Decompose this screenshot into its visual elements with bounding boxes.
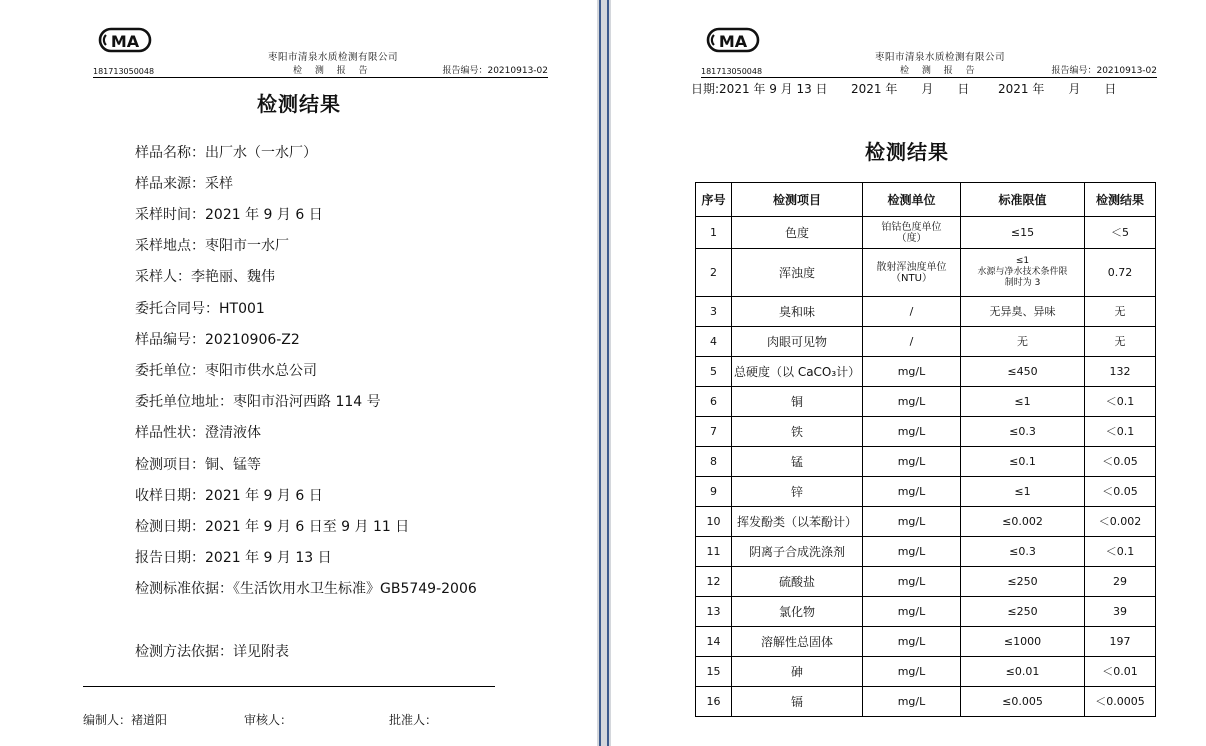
cell-unit: mg/L	[863, 567, 961, 597]
cell-limit: ≤0.1	[961, 447, 1085, 477]
signature-divider	[83, 686, 495, 687]
cma-logo-text: MA	[718, 32, 748, 51]
page-title: 检测结果	[865, 140, 949, 164]
cell-item: 肉眼可见物	[732, 327, 863, 357]
table-row	[696, 657, 1156, 687]
col-header-result: 检测结果	[1085, 183, 1156, 217]
field-receive-date: 收样日期：2021 年 9 月 6 日	[135, 488, 323, 504]
col-header-item: 检测项目	[732, 183, 863, 217]
field-client: 委托单位：枣阳市供水总公司	[135, 363, 317, 379]
page-divider	[597, 0, 611, 746]
cell-unit: mg/L	[863, 627, 961, 657]
cell-unit: mg/L	[863, 657, 961, 687]
cell-item: 臭和味	[732, 297, 863, 327]
table-row	[696, 249, 1156, 297]
table-row	[696, 297, 1156, 327]
report-page-left	[0, 0, 597, 746]
cell-item: 铜	[732, 387, 863, 417]
cell-limit: ≤15	[961, 217, 1085, 249]
cma-logo	[98, 26, 152, 54]
cell-item: 锌	[732, 477, 863, 507]
report-title: 检 测 报 告	[900, 66, 980, 76]
field-report-date: 报告日期：2021 年 9 月 13 日	[135, 550, 332, 566]
cell-result: 132	[1085, 357, 1156, 387]
table-row	[696, 417, 1156, 447]
cell-item: 色度	[732, 217, 863, 249]
signature-approver: 批准人：	[389, 713, 438, 727]
cell-no: 13	[696, 597, 732, 627]
table-row	[696, 447, 1156, 477]
table-row	[696, 327, 1156, 357]
table-row	[696, 507, 1156, 537]
cell-result: ＜0.1	[1085, 537, 1156, 567]
cell-no: 2	[696, 249, 732, 297]
cell-limit: ≤1000	[961, 627, 1085, 657]
cell-limit: 无异臭、异味	[961, 297, 1085, 327]
cell-unit: mg/L	[863, 597, 961, 627]
col-header-no: 序号	[696, 183, 732, 217]
cell-limit: ≤450	[961, 357, 1085, 387]
cell-item: 总硬度（以 CaCO₃计）	[732, 357, 863, 387]
date-line-3: 2021 年 月 日	[998, 82, 1117, 96]
cell-limit: ≤0.01	[961, 657, 1085, 687]
col-header-limit: 标准限值	[961, 183, 1085, 217]
cell-unit: mg/L	[863, 357, 961, 387]
table-row	[696, 387, 1156, 417]
cell-unit: /	[863, 297, 961, 327]
cell-item: 铁	[732, 417, 863, 447]
cell-result: ＜0.0005	[1085, 687, 1156, 717]
cma-logo	[706, 26, 760, 54]
signature-reviewer: 审核人：	[244, 713, 293, 727]
cell-item: 浑浊度	[732, 249, 863, 297]
report-header-line	[701, 64, 1157, 78]
field-sample-name: 样品名称：出厂水（一水厂）	[135, 145, 317, 161]
cell-item: 挥发酚类（以苯酚计）	[732, 507, 863, 537]
field-sample-no: 样品编号：20210906-Z2	[135, 332, 300, 348]
field-sample-source: 样品来源：采样	[135, 176, 233, 192]
cell-result: 197	[1085, 627, 1156, 657]
cell-result: 无	[1085, 327, 1156, 357]
cell-unit: 散射浑浊度单位 （NTU）	[863, 249, 961, 297]
cell-result: ＜5	[1085, 217, 1156, 249]
cell-limit: 无	[961, 327, 1085, 357]
field-client-address: 委托单位地址：枣阳市沿河西路 114 号	[135, 394, 381, 410]
field-test-standard: 检测标准依据：《生活饮用水卫生标准》GB5749-2006	[135, 581, 477, 597]
field-test-date: 检测日期：2021 年 9 月 6 日至 9 月 11 日	[135, 519, 410, 535]
cell-result: ＜0.05	[1085, 447, 1156, 477]
cell-no: 11	[696, 537, 732, 567]
cell-limit: ≤1	[961, 477, 1085, 507]
cell-no: 10	[696, 507, 732, 537]
cell-limit: ≤0.005	[961, 687, 1085, 717]
cell-item: 镉	[732, 687, 863, 717]
cell-no: 12	[696, 567, 732, 597]
cell-no: 7	[696, 417, 732, 447]
signature-compiler: 编制人：褚道阳	[83, 713, 168, 727]
cell-item: 氯化物	[732, 597, 863, 627]
cell-no: 15	[696, 657, 732, 687]
cell-result: 0.72	[1085, 249, 1156, 297]
table-row	[696, 217, 1156, 249]
date-line-2: 2021 年 月 日	[851, 82, 970, 96]
report-number: 报告编号：20210913-02	[442, 66, 548, 76]
field-sample-state: 样品性状：澄清液体	[135, 425, 261, 441]
table-row	[696, 687, 1156, 717]
cell-limit: ≤0.3	[961, 417, 1085, 447]
report-page-right	[611, 0, 1206, 746]
cell-unit: mg/L	[863, 537, 961, 567]
cell-unit: mg/L	[863, 447, 961, 477]
field-sampling-time: 采样时间：2021 年 9 月 6 日	[135, 207, 323, 223]
cell-limit: ≤1	[961, 387, 1085, 417]
date-line-1: 日期:2021 年 9 月 13 日	[691, 82, 828, 96]
field-sampling-place: 采样地点：枣阳市一水厂	[135, 238, 289, 254]
cell-unit: mg/L	[863, 477, 961, 507]
field-test-items: 检测项目：铜、锰等	[135, 457, 261, 473]
cell-no: 3	[696, 297, 732, 327]
cell-result: ＜0.1	[1085, 417, 1156, 447]
cell-item: 阴离子合成洗涤剂	[732, 537, 863, 567]
report-header-line	[93, 64, 548, 78]
cell-item: 溶解性总固体	[732, 627, 863, 657]
cell-result: 29	[1085, 567, 1156, 597]
cell-item: 锰	[732, 447, 863, 477]
cell-no: 1	[696, 217, 732, 249]
field-sampler: 采样人：李艳丽、魏伟	[135, 269, 275, 285]
cell-no: 6	[696, 387, 732, 417]
cell-result: ＜0.1	[1085, 387, 1156, 417]
cell-unit: mg/L	[863, 387, 961, 417]
table-row	[696, 597, 1156, 627]
cell-unit: mg/L	[863, 417, 961, 447]
table-row	[696, 477, 1156, 507]
cell-result: 无	[1085, 297, 1156, 327]
report-number: 报告编号：20210913-02	[1051, 66, 1157, 76]
cell-no: 9	[696, 477, 732, 507]
table-row	[696, 357, 1156, 387]
table-row	[696, 537, 1156, 567]
cell-limit: ≤0.002	[961, 507, 1085, 537]
field-contract-no: 委托合同号：HT001	[135, 301, 265, 317]
results-table	[695, 182, 1156, 717]
cell-unit: /	[863, 327, 961, 357]
field-test-method: 检测方法依据：详见附表	[135, 644, 289, 660]
cell-item: 砷	[732, 657, 863, 687]
cell-unit: mg/L	[863, 687, 961, 717]
cell-result: ＜0.01	[1085, 657, 1156, 687]
table-row	[696, 627, 1156, 657]
cell-limit: ≤250	[961, 567, 1085, 597]
cell-result: ＜0.002	[1085, 507, 1156, 537]
cell-no: 16	[696, 687, 732, 717]
cell-unit: 铂钴色度单位 （度）	[863, 217, 961, 249]
cell-no: 14	[696, 627, 732, 657]
col-header-unit: 检测单位	[863, 183, 961, 217]
page-title: 检测结果	[257, 92, 341, 116]
table-row	[696, 567, 1156, 597]
cell-limit: ≤1 水源与净水技术条件限 制时为 3	[961, 249, 1085, 297]
cell-result: 39	[1085, 597, 1156, 627]
cell-item: 硫酸盐	[732, 567, 863, 597]
cert-number: 181713050048	[93, 67, 155, 76]
cell-limit: ≤0.3	[961, 537, 1085, 567]
cell-no: 8	[696, 447, 732, 477]
cell-result: ＜0.05	[1085, 477, 1156, 507]
cell-no: 4	[696, 327, 732, 357]
cert-number: 181713050048	[701, 67, 763, 76]
cell-limit: ≤250	[961, 597, 1085, 627]
report-title: 检 测 报 告	[293, 66, 373, 76]
cell-no: 5	[696, 357, 732, 387]
company-name: 枣阳市清泉水质检测有限公司	[268, 52, 399, 63]
table-header-row	[696, 183, 1156, 217]
cell-unit: mg/L	[863, 507, 961, 537]
cma-logo-text: MA	[110, 32, 140, 51]
company-name: 枣阳市清泉水质检测有限公司	[875, 52, 1006, 63]
